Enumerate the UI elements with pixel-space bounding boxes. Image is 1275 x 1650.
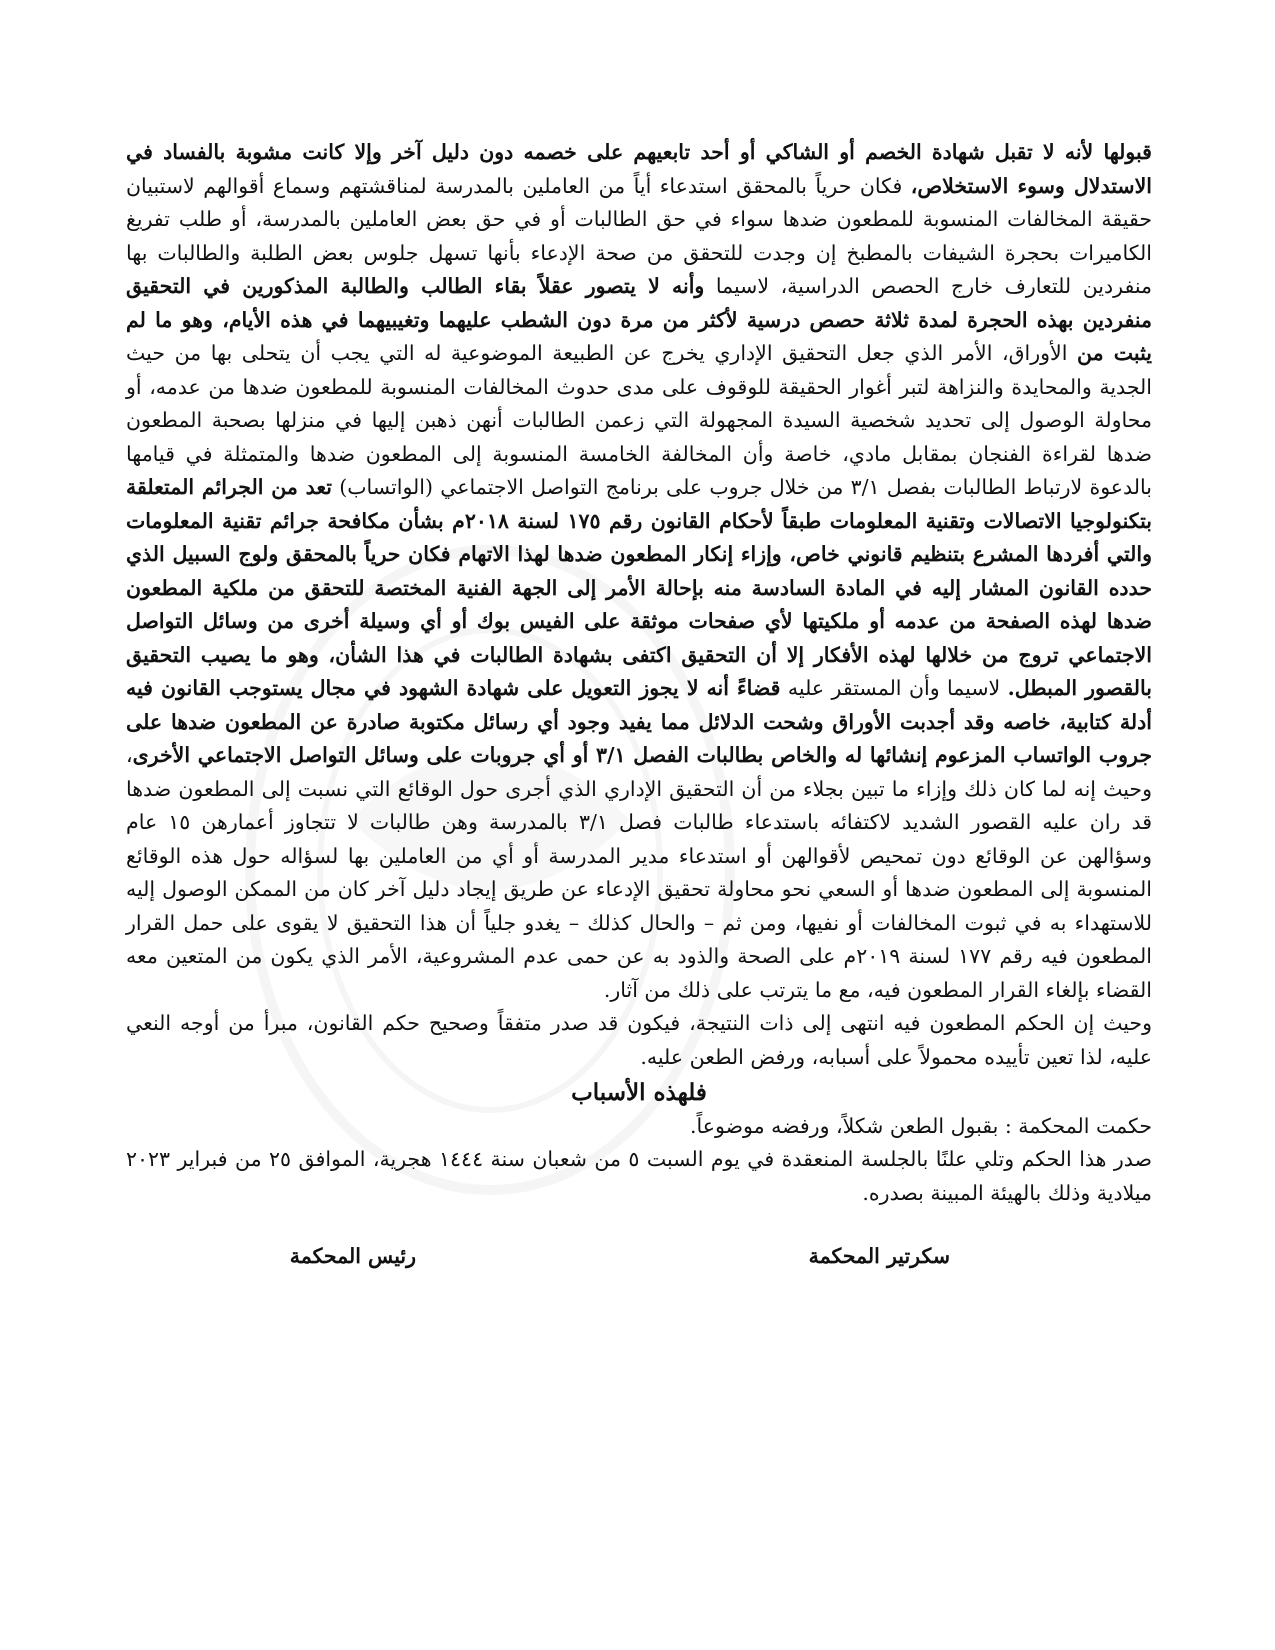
section-heading: فلهذه الأسباب [571,1079,707,1106]
judgment-text [126,136,1152,1210]
signature-row [126,1244,1152,1284]
text-segment: لاسيما وأن المستقر عليه [780,676,1008,700]
text-segment: ، وحيث إنه لما كان ذلك وإزاء ما تبين بجلاء من أن التحقيق الإداري الذي أجرى حول الوقائع التي نسبت إلى المطعون ضدها قد ران عليه القصور الشديد لاكتفائه باستدعاء طالبات فصل ٣/١ بالمدرسة وهن طالبات لا تتجاوز أعمارهن ١٥ عام وسؤالهن عن الوقائع دون تمحيص لأقوالهن أو استدعاء مدير المدرسة أو أي من العاملين بها لسؤاله حول هذه الوقائع المنسوبة إلى المطعون ضدها أو السعي نحو محاولة تحقيق الإدعاء عن طريق إيجاد دليل آخر كان من الممكن الوصول إليه للاستهداء به في ثبوت المخالفات أو نفيها، ومن ثم – والحال كذلك – يغدو جلياً أن هذا التحقيق لا يقوى على حمل القرار المطعون فيه رقم ١٧٧ لسنة ٢٠١٩م على الصحة والذود به عن حمى عدم المشروعية، الأمر الذي يكون من المتعين معه القضاء بإلغاء القرار المطعون فيه، مع ما يترتب على ذلك من آثار. [126,743,1153,1002]
text-segment: وأنه لا يتصور عقلاً بقاء الطالب والطالبة المذكورين في التحقيق منفردين بهذه الحجرة لمدة ثلاثة حصص درسية لأكثر من مرة دون الشطب عليهما وتغيبيهما في هذه الأيام، وهو ما لم يثبت من [126,274,1152,365]
reasoning-paragraph [126,136,1152,1007]
text-segment: الأوراق، الأمر الذي جعل التحقيق الإداري يخرج عن الطبيعة الموضوعية له التي يجب أن يتحلى بها من حيث الجدية والمحايدة والنزاهة لتبر أغوار الحقيقة للوقوف على مدى حدوث المخالفات المنسوبة للمطعون ضدها من عدمه، أو محاولة الوصول إلى تحديد شخصية السيدة المجهولة التي زعمن الطالبات أنهن ذهبن إليها في منزلها بصحبة المطعون ضدها لقراءة الفنجان بمقابل مادي، خاصة وأن المخالفة الخامسة المنسوبة إلى المطعون ضدها والمتمثلة في قيامها بالدعوة لارتباط الطالبات بفصل ٣/١ من خلال جروب على برنامج التواصل الاجتماعي (الواتساب) [126,341,1152,499]
text-segment: قبولها لأنه لا تقبل شهادة الخصم أو الشاكي أو أحد تابعيهم على خصمه دون دليل آخر وإلا كانت مشوبة بالفساد في الاستدلال وسوء الاستخلاص، [126,140,1152,198]
text-segment: قضاءً أنه لا يجوز التعويل على شهادة الشهود في مجال يستوجب القانون فيه أدلة كتابية، خاصه وقد أجدبت الأوراق وشحت الدلائل مما يفيد وجود أي رسائل مكتوبة صادرة عن المطعون ضدها على جروب الواتساب المزعوم إنشائها له والخاص بطالبات الفصل ٣/١ أو أي جروبات على وسائل التواصل الاجتماعي الأخرى [126,676,1152,767]
secretary-signature-label: سكرتير المحكمة [808,1244,950,1268]
president-signature-label: رئيس المحكمة [289,1244,416,1268]
text-segment: فكان حرياً بالمحقق استدعاء أياً من العاملين بالمدرسة لمناقشتهم وسماع أقوالهم لاستبيان حقيقة المخالفات المنسوبة للمطعون ضدها سواء في حق الطالبات أو في حق بعض العاملين بالمدرسة، أو طلب تفريغ الكاميرات بحجرة الشيفات بالمطبخ إن وجدت للتحقق من صحة الإدعاء بأنها تسهل جلوس بعض الطلبة والطالبات بها منفردين للتعارف خارج الحصص الدراسية، لاسيما [126,173,1152,298]
issuance-paragraph: صدر هذا الحكم وتلي علنًا بالجلسة المنعقدة في يوم السبت ٥ من شعبان سنة ١٤٤٤ هجرية، الموافق ٢٥ من فبراير ٢٠٢٣ ميلادية وذلك بالهيئة المبينة بصدره. [126,1147,1152,1205]
text-segment: تعد من الجرائم المتعلقة بتكنولوجيا الاتصالات وتقنية المعلومات طبقاً لأحكام القانون رقم ١٧٥ لسنة ٢٠١٨م بشأن مكافحة جرائم تقنية المعلومات والتي أفردها المشرع بتنظيم قانوني خاص، وإزاء إنكار المطعون ضدها لهذا الاتهام فكان حرياً بالمحقق ولوج السبيل الذي حدده القانون المشار إليه في المادة السادسة منه بإحالة الأمر إلى الجهة الفنية المختصة للتحقق من ملكية المطعون ضدها لهذه الصفحة من عدمه أو ملكيتها لأي صفحات موثقة على الفيس بوك أو أي وسيلة أخرى من وسائل التواصل الاجتماعي تروج من خلالها لهذه الأفكار إلا أن التحقيق اكتفى بشهادة الطالبات في هذا الشأن، وهو ما يصيب التحقيق بالقصور المبطل. [126,475,1152,700]
conclusion-paragraph: وحيث إن الحكم المطعون فيه انتهى إلى ذات النتيجة، فيكون قد صدر متفقاً وصحيح حكم القانون، مبرأ من أوجه النعي عليه، لذا تعين تأييده محمولاً على أسبابه، ورفض الطعن عليه. [126,1011,1152,1069]
ruling-line: حكمت المحكمة : بقبول الطعن شكلاً، ورفضه موضوعاً. [690,1113,1152,1138]
